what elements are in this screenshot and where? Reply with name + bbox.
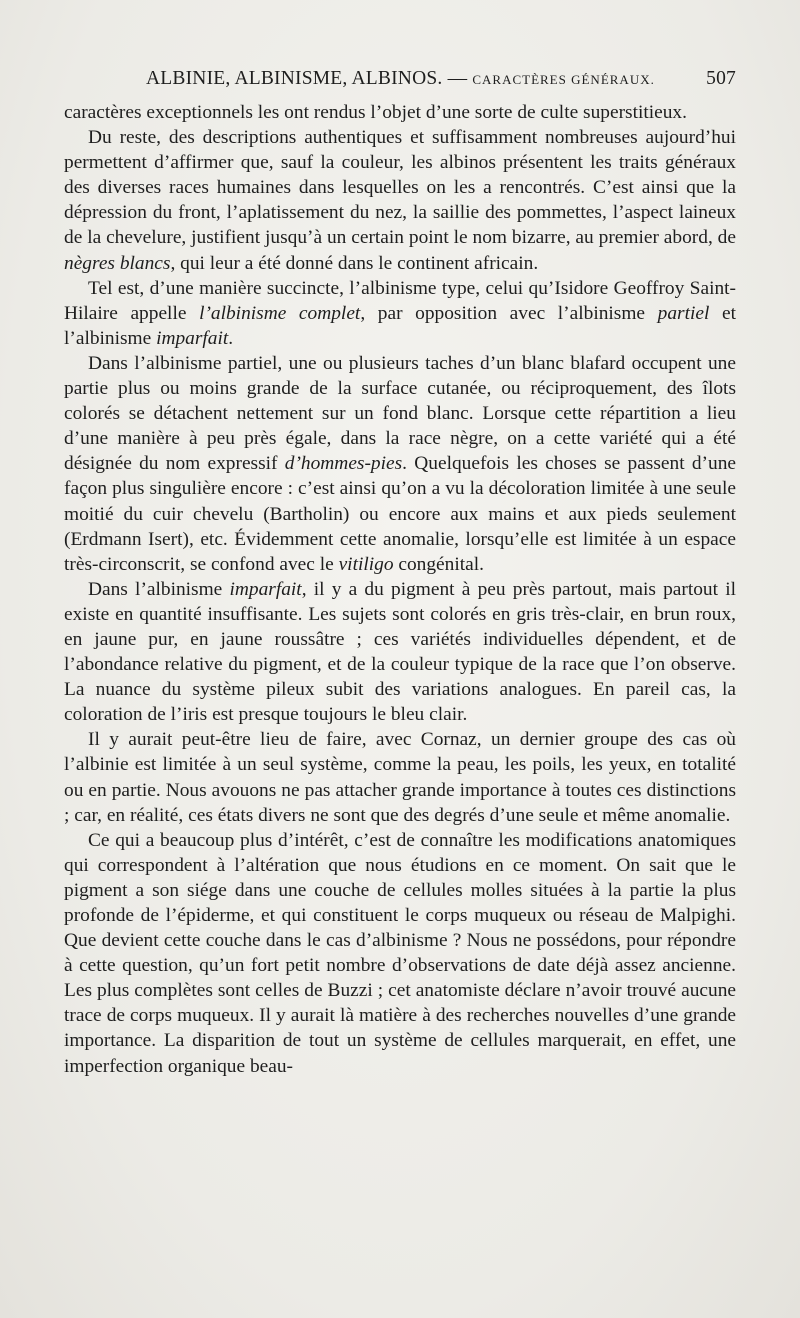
text-run: , par opposition avec l’albinisme [360,302,658,324]
running-head-title [146,68,655,90]
running-head [64,64,736,100]
text-run: caractères exceptionnels les ont rendus l’objet d’une sorte de culte superstitieux. [64,102,687,123]
paragraph [64,100,736,125]
text-run: , qui leur a été donné dans le continent africain. [170,252,539,274]
text-run: . Quelquefois les choses se passent d’une façon plus singulière encore : c’est ainsi qu’on a vu la décoloration limitée à une seule moitié du cuir chevelu (Bartholin) ou encore aux mains et aux pieds seulement (Erdmann Isert), etc. Évidemment cette anomalie, lorsqu’elle est limitée à un espace très-circonscrit, se confond avec le [64,453,736,575]
text-run: Tel est, d’une manière succincte, l’albinisme type, celui qu’Isidore Geoffroy Saint-Hilaire appelle [64,277,736,324]
page-number: 507 [706,68,736,89]
header-dash: — [447,68,468,89]
italic-text: d’hommes-pies [284,453,403,475]
paragraph [64,828,736,1079]
paragraph [64,577,736,728]
text-run: , il y a du pigment à peu près partout, mais partout il existe en quantité insuffisante. Les sujets sont colorés en gris très-clair, en brun roux, en jaune pur, en jaune roussâtre ; ces variétés individuelles dépendent, et de l’abondance relative du pigment, et de la couleur typique de la race que l’on observe. La nuance du système pileux subit des variations analogues. En pareil cas, la coloration de l’iris est presque toujours le bleu clair. [64,578,736,726]
body-text [64,100,736,1079]
italic-text: l’albinisme complet [199,302,361,324]
italic-text: imparfait [156,327,229,349]
text-run: Ce qui a beaucoup plus d’intérêt, c’est de connaître les modifications anatomiques qui correspondent à l’altération que nous étudions en ce moment. On sait que le pigment a son siége dans une couche de cellules molles situées à la partie la plus profonde de l’épiderme, et qui constituent le corps muqueux ou réseau de Malpighi. Que devient cette couche dans le cas d’albinisme ? Nous ne possédons, pour répondre à cette question, qu’un fort petit nombre d’observations de date déjà assez ancienne. Les plus complètes sont celles de Buzzi ; cet anatomiste déclare n’avoir trouvé aucune trace de corps muqueux. Il y aurait là matière à des recherches nouvelles d’une grande importance. La disparition de tout un système de cellules marquerait, en effet, une imperfection organique beau- [64,829,736,1077]
text-run: Dans l’albinisme partiel, une ou plusieurs taches d’un blanc blafard occupent une partie plus ou moins grande de la surface cutanée, ou réciproquement, des îlots colorés se détachent nettement sur un fond blanc. Lorsque cette répartition a lieu d’une manière à peu près égale, dans la race nègre, on a cette variété qui a été désignée du nom expressif [64,352,736,475]
text-run: Il y aurait peut-être lieu de faire, avec Cornaz, un dernier groupe des cas où l’albinie est limitée à un seul système, comme la peau, les poils, les yeux, en totalité ou en partie. Nous avouons ne pas attacher grande importance à toutes ces distinctions ; car, en réalité, ces états divers ne sont que des degrés d’une seule et même anomalie. [64,729,736,826]
header-subtitle: CARACTÈRES GÉNÉRAUX. [472,72,655,87]
text-run: Dans l’albinisme [88,578,230,600]
text-run: . [228,327,234,349]
paragraph [64,351,736,577]
paragraph [64,727,736,827]
italic-text: imparfait [229,578,302,600]
header-title: ALBINIE, ALBINISME, ALBINOS. [146,68,443,89]
italic-text: partiel [657,302,710,324]
text-run: congénital. [393,553,484,575]
text-run: Du reste, des descriptions authentiques et suffisamment nombreuses aujourd’hui permettent d’affirmer que, sauf la couleur, les albinos présentent les traits généraux des diverses races humaines dans lesquelles on les a rencontrés. C’est ainsi que la dépression du front, l’aplatissement du nez, la saillie des pommettes, l’aspect laineux de la chevelure, justifient jusqu’à un certain point le nom bizarre, au premier abord, de [64,127,736,249]
text-run: et l’albinisme [64,302,736,349]
paragraph [64,276,736,351]
paragraph [64,125,736,276]
italic-text: nègres blancs [64,252,171,274]
italic-text: vitiligo [338,553,394,575]
